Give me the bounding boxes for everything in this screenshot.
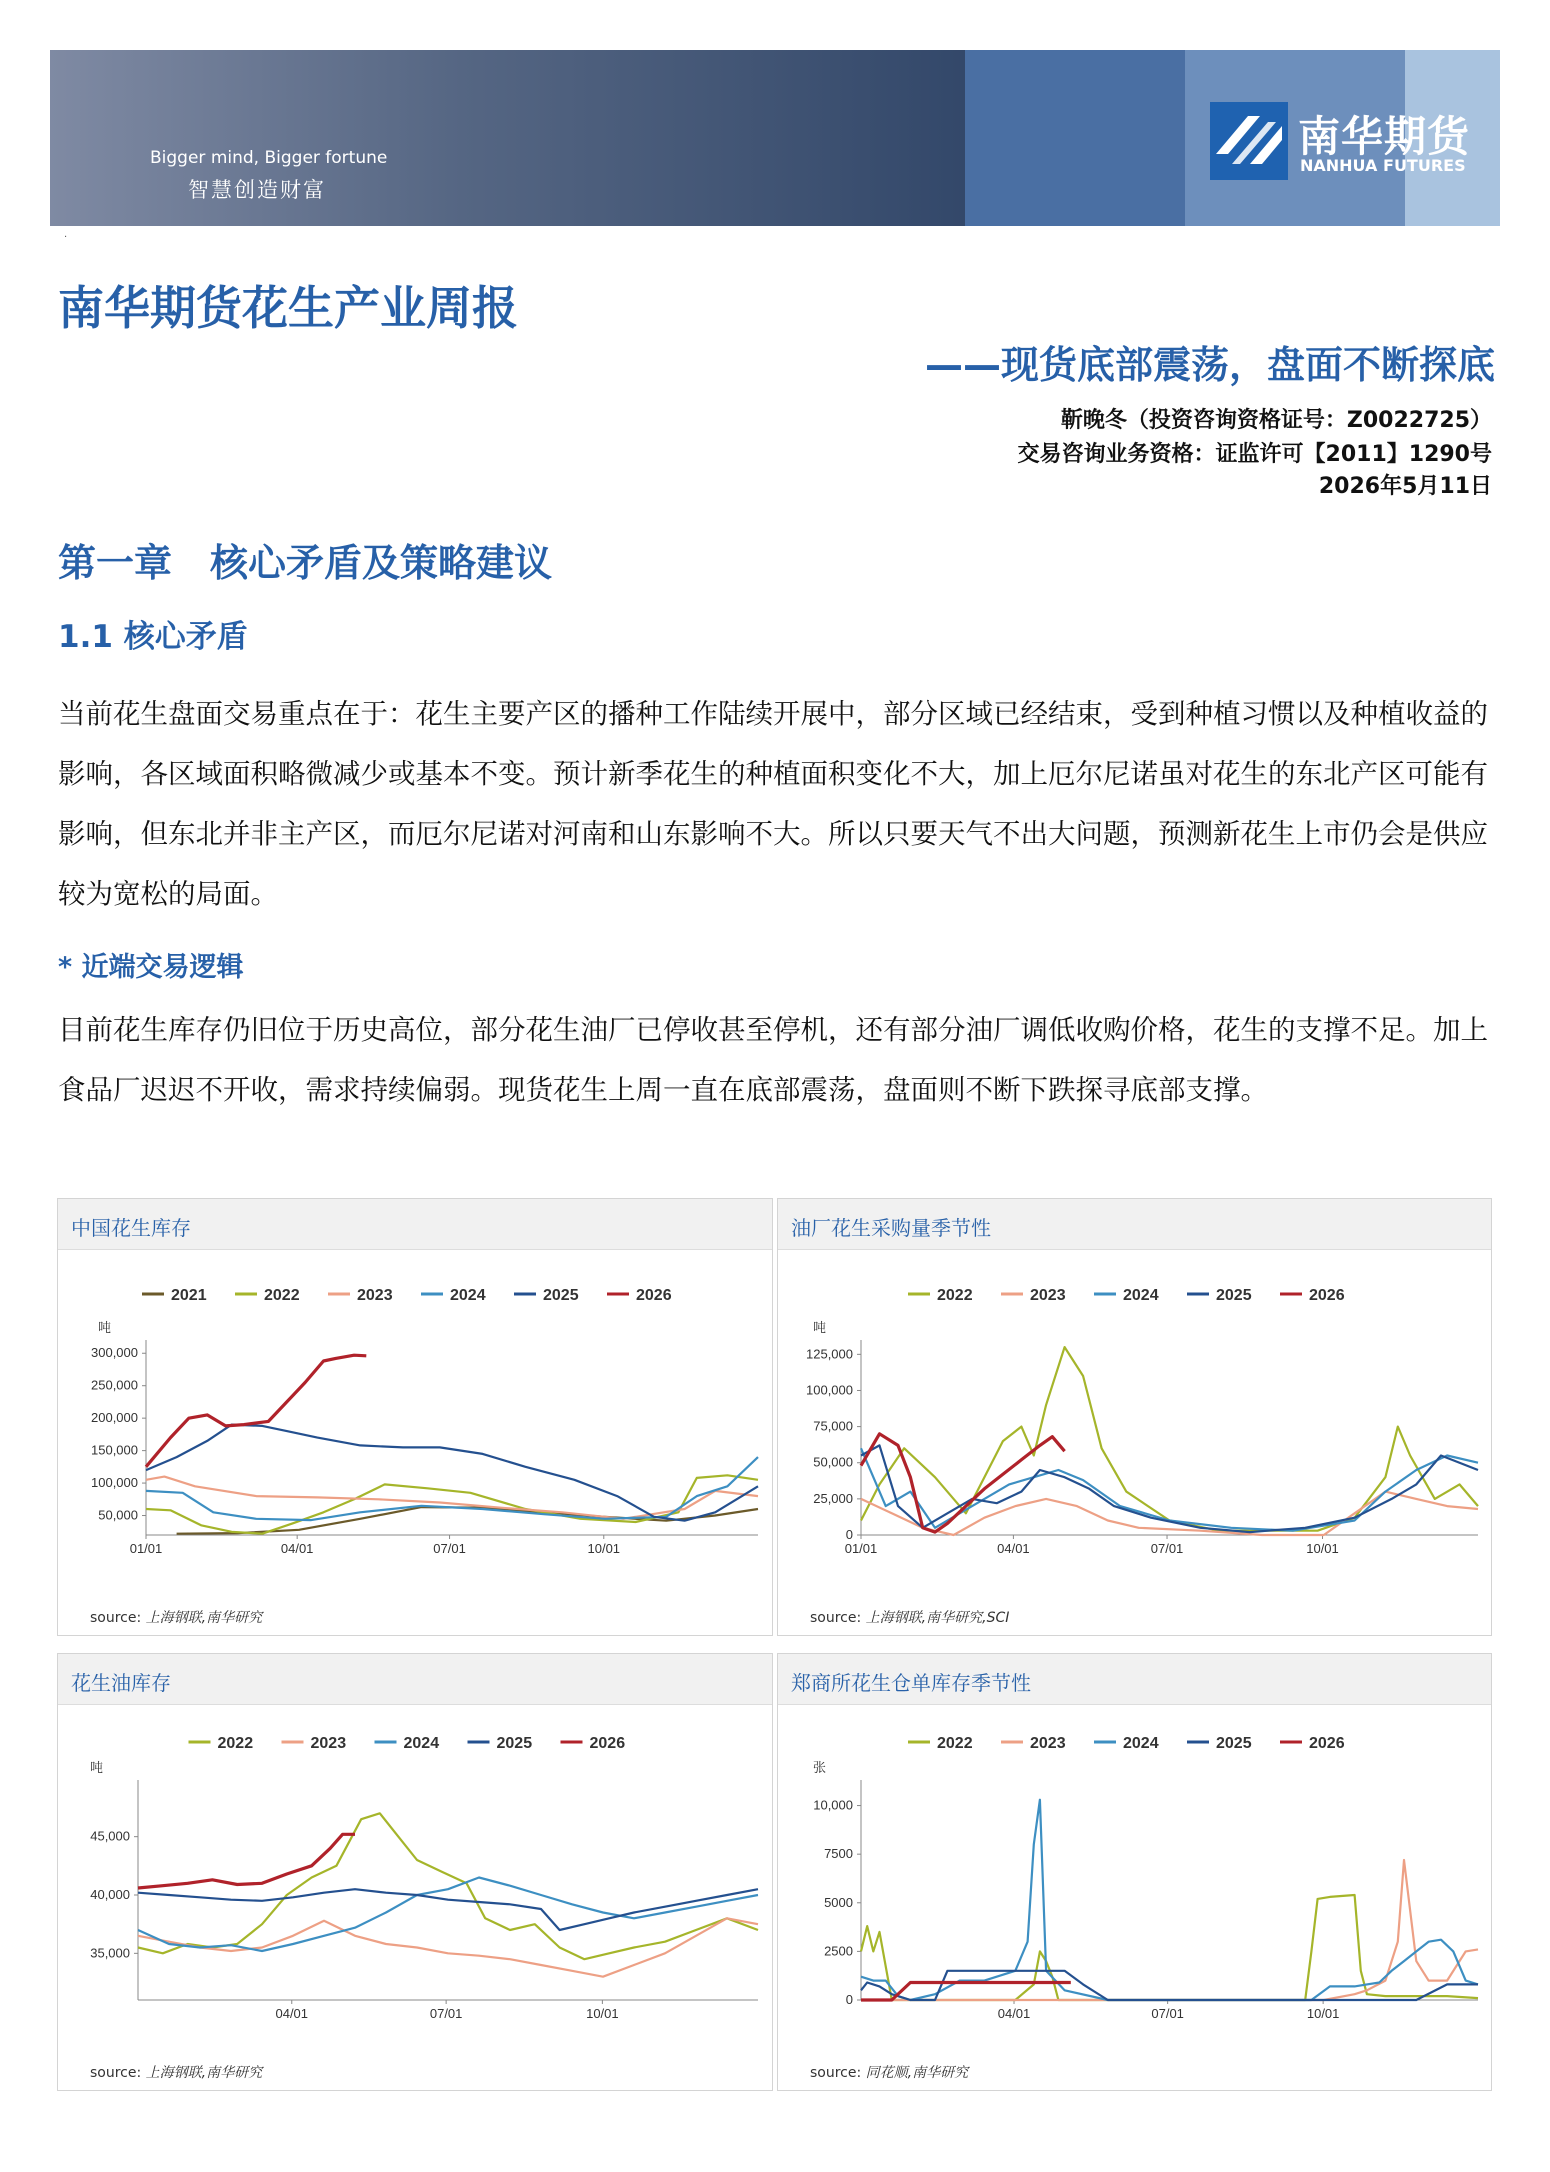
- subsection-heading: * 近端交易逻辑: [58, 952, 244, 983]
- legend-label: 2026: [1309, 1735, 1345, 1752]
- logo-text-chinese: 南华期货: [1298, 112, 1471, 161]
- x-tick-label: 10/01: [1306, 1541, 1339, 1556]
- series-line-2023: [146, 1477, 758, 1519]
- legend-label: 2023: [357, 1287, 393, 1304]
- paragraph-core-conflict: 当前花生盘面交易重点在于：花生主要产区的播种工作陆续开展中，部分区域已经结束，受到种植习惯以及种植收益的影响，各区域面积略微减少或基本不变。预计新季花生的种植面积变化不大，加上厄尔尼诺虽对花生的东北产区可能有影响，但东北并非主产区，而厄尔尼诺对河南和山东影响不大。所以只要天气不出大问题，预测新花生上市仍会是供应较为宽松的局面。: [58, 698, 1488, 910]
- y-tick-label: 45,000: [90, 1828, 130, 1844]
- chart-title: 中国花生库存: [71, 1216, 191, 1240]
- chart-title: 郑商所花生仓单库存季节性: [791, 1671, 1031, 1695]
- report-date: 2026年5月11日: [1318, 474, 1492, 499]
- y-axis-unit-label: 吨: [90, 1760, 104, 1775]
- chart-card-warehouse-receipts: [777, 1653, 1492, 2091]
- y-tick-label: 50,000: [98, 1507, 138, 1523]
- legend-label: 2026: [589, 1735, 626, 1752]
- y-tick-label: 100,000: [91, 1475, 138, 1491]
- y-axis-unit-label: 吨: [813, 1320, 827, 1335]
- y-tick-label: 250,000: [91, 1377, 138, 1393]
- y-tick-label: 2500: [824, 1943, 853, 1959]
- slogan-chinese: 智慧创造财富: [188, 178, 326, 202]
- company-logo: [1210, 102, 1490, 182]
- divider-dot: ·: [64, 232, 68, 243]
- y-tick-label: 25,000: [813, 1490, 853, 1506]
- chart-header: [778, 1199, 1491, 1250]
- legend-label: 2022: [217, 1735, 254, 1752]
- y-tick-label: 0: [845, 1527, 853, 1542]
- author-line: 靳晚冬（投资咨询资格证号：Z0022725）: [1060, 408, 1492, 433]
- chart-plot: [778, 1705, 1491, 2045]
- chart-title: 花生油库存: [71, 1671, 171, 1695]
- x-tick-label: 04/01: [997, 1541, 1030, 1556]
- y-axis-unit-label: 张: [813, 1760, 827, 1775]
- x-tick-label: 07/01: [1151, 2006, 1184, 2021]
- y-tick-label: 200,000: [91, 1410, 138, 1426]
- report-subtitle: ——现货底部震荡，盘面不断探底: [924, 343, 1495, 387]
- x-tick-label: 04/01: [275, 2006, 309, 2021]
- y-tick-label: 300,000: [91, 1345, 138, 1361]
- chart-card-peanut-inventory: [57, 1198, 773, 1636]
- chart-source: source: 上海钢联,南华研究: [90, 2065, 263, 2081]
- y-tick-label: 150,000: [91, 1442, 138, 1458]
- chart-header: [58, 1654, 772, 1705]
- series-line-2026: [861, 1983, 1071, 2001]
- chart-plot: [58, 1250, 772, 1590]
- chart-plot: [778, 1250, 1491, 1590]
- legend-label: 2024: [1123, 1735, 1159, 1752]
- y-tick-label: 0: [845, 1992, 853, 2007]
- chart-header: [58, 1199, 772, 1250]
- chart-source: source: 同花顺,南华研究: [810, 2065, 969, 2081]
- legend-label: 2023: [1030, 1735, 1066, 1752]
- x-tick-label: 10/01: [1306, 2006, 1340, 2021]
- slogan-english: Bigger mind, Bigger fortune: [150, 148, 388, 168]
- chart-title: 油厂花生采购量季节性: [791, 1216, 991, 1240]
- legend-label: 2024: [403, 1735, 440, 1752]
- header-banner: [50, 50, 1500, 226]
- x-tick-label: 04/01: [997, 2006, 1031, 2021]
- y-tick-label: 10,000: [813, 1797, 853, 1813]
- paragraph-near-term-logic: 目前花生库存仍旧位于历史高位，部分花生油厂已停收甚至停机，还有部分油厂调低收购价格，花生的支撑不足。加上食品厂迟迟不开收，需求持续偏弱。现货花生上周一直在底部震荡，盘面则不断下跌探寻底部支撑。: [58, 1014, 1488, 1106]
- section-heading: 1.1 核心矛盾: [58, 619, 248, 655]
- chart-source: source: 上海钢联,南华研究: [90, 1610, 263, 1626]
- chart-card-oil-mill-purchase: [777, 1198, 1492, 1636]
- chapter-heading: 第一章 核心矛盾及策略建议: [58, 541, 553, 585]
- series-line-2025: [138, 1889, 758, 1930]
- x-tick-label: 07/01: [1150, 1541, 1184, 1556]
- legend-label: 2021: [171, 1287, 207, 1304]
- x-tick-label: 07/01: [429, 2006, 463, 2021]
- legend-label: 2022: [264, 1287, 300, 1304]
- report-title: 南华期货花生产业周报: [58, 281, 518, 335]
- x-tick-label: 07/01: [433, 1541, 466, 1556]
- x-tick-label: 04/01: [280, 1541, 314, 1556]
- banner-band: [965, 50, 1185, 226]
- legend-label: 2023: [1030, 1287, 1066, 1304]
- y-tick-label: 50,000: [813, 1454, 853, 1470]
- legend-label: 2025: [1216, 1287, 1252, 1304]
- nanhua-logo-icon: [1210, 102, 1288, 180]
- series-line-2023: [138, 1918, 758, 1976]
- chart-source: source: 上海钢联,南华研究,SCI: [810, 1610, 1010, 1626]
- y-tick-label: 7500: [824, 1846, 853, 1862]
- legend-label: 2024: [450, 1287, 486, 1304]
- logo-text-english: NANHUA FUTURES: [1300, 156, 1466, 175]
- series-line-2026: [146, 1355, 366, 1467]
- series-line-2023: [861, 1860, 1478, 2000]
- y-tick-label: 5000: [824, 1894, 853, 1910]
- series-line-2026: [138, 1834, 355, 1888]
- legend-label: 2025: [496, 1735, 533, 1752]
- series-line-2022: [138, 1813, 758, 1959]
- series-line-2024: [138, 1878, 758, 1952]
- x-tick-label: 10/01: [587, 1541, 621, 1556]
- chart-header: [778, 1654, 1491, 1705]
- y-axis-unit-label: 吨: [98, 1320, 112, 1335]
- y-tick-label: 100,000: [806, 1382, 853, 1398]
- legend-label: 2025: [543, 1287, 579, 1304]
- x-tick-label: 10/01: [586, 2006, 619, 2021]
- legend-label: 2026: [1309, 1287, 1345, 1304]
- y-tick-label: 75,000: [813, 1418, 853, 1434]
- y-tick-label: 125,000: [806, 1346, 853, 1362]
- legend-label: 2022: [937, 1735, 973, 1752]
- chart-card-peanut-oil-inventory: [57, 1653, 773, 2091]
- legend-label: 2023: [310, 1735, 347, 1752]
- series-line-2025: [146, 1425, 758, 1521]
- x-tick-label: 01/01: [129, 1541, 163, 1556]
- license-line: 交易咨询业务资格：证监许可【2011】1290号: [1017, 442, 1492, 467]
- y-tick-label: 40,000: [90, 1887, 130, 1902]
- x-tick-label: 01/01: [844, 1541, 878, 1556]
- legend-label: 2025: [1216, 1735, 1252, 1752]
- chart-plot: [58, 1705, 772, 2045]
- series-line-2024: [146, 1457, 758, 1520]
- legend-label: 2024: [1123, 1287, 1159, 1304]
- legend-label: 2022: [937, 1287, 973, 1304]
- legend-label: 2026: [636, 1287, 672, 1304]
- y-tick-label: 35,000: [90, 1945, 130, 1961]
